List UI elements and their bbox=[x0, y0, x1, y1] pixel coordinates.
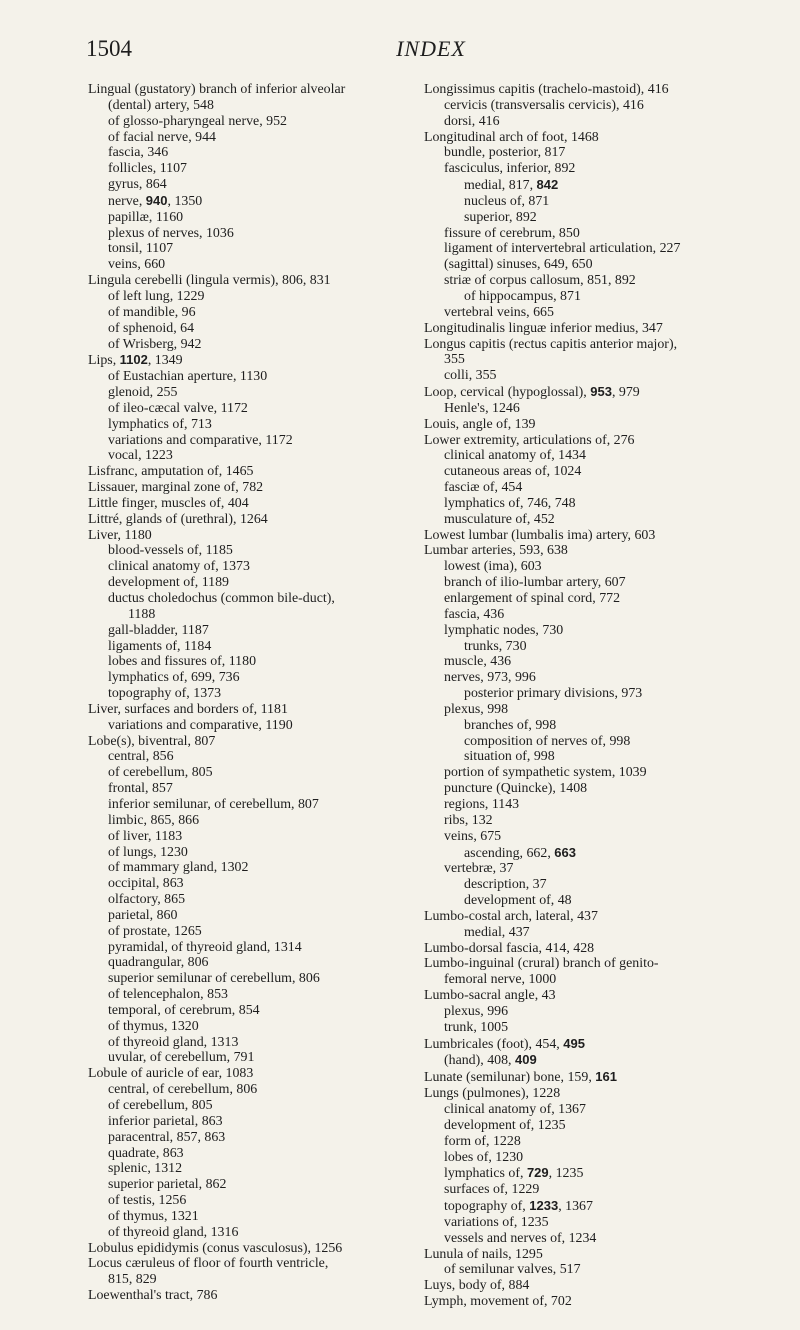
index-entry: Lunate (semilunar) bone, 159, 161 bbox=[424, 1069, 617, 1086]
index-subentry: gall-bladder, 1187 bbox=[108, 622, 209, 638]
index-subentry: glenoid, 255 bbox=[108, 385, 178, 401]
index-subentry: of Wrisberg, 942 bbox=[108, 336, 202, 352]
index-entry: Lingual (gustatory) branch of inferior alveolar bbox=[88, 82, 346, 97]
index-subentry: clinical anatomy of, 1434 bbox=[444, 448, 586, 464]
index-subentry: clinical anatomy of, 1367 bbox=[444, 1102, 586, 1117]
index-entry: Lobule of auricle of ear, 1083 bbox=[88, 1066, 254, 1082]
index-subentry: form of, 1228 bbox=[444, 1133, 521, 1149]
index-subentry: topography of, 1373 bbox=[108, 686, 222, 702]
index-entry: Longissimus capitis (trachelo-mastoid), 416 bbox=[424, 82, 669, 97]
index-subentry: lymphatics of, 746, 748 bbox=[444, 495, 576, 511]
index-subentry: nerves, 973, 996 bbox=[444, 670, 536, 686]
bold-page-ref: 842 bbox=[536, 177, 559, 193]
index-subentry: lobes of, 1230 bbox=[444, 1149, 524, 1165]
index-subentry: splenic, 1312 bbox=[108, 1161, 183, 1177]
bold-page-ref: 495 bbox=[563, 1035, 585, 1051]
index-subentry: frontal, 857 bbox=[108, 781, 173, 797]
index-subentry: of thymus, 1321 bbox=[108, 1208, 199, 1224]
index-subentry: dorsi, 416 bbox=[444, 113, 500, 129]
index-subentry: paracentral, 857, 863 bbox=[108, 1129, 226, 1145]
index-entry: Loop, cervical (hypoglossal), 953, 979 bbox=[424, 384, 640, 401]
index-column-left bbox=[88, 82, 430, 1304]
index-subentry: trunk, 1005 bbox=[444, 1019, 509, 1035]
index-entry: Lumbricales (foot), 454, 495 bbox=[424, 1035, 585, 1052]
index-entry: Littré, glands of (urethral), 1264 bbox=[88, 511, 268, 527]
index-subentry: inferior parietal, 863 bbox=[108, 1113, 223, 1129]
index-subentry: lymphatics of, 729, 1235 bbox=[444, 1165, 584, 1182]
index-subentry: of facial nerve, 944 bbox=[108, 129, 216, 145]
index-subentry: vocal, 1223 bbox=[108, 448, 173, 464]
index-subentry: ribs, 132 bbox=[444, 812, 493, 828]
index-subentry: olfactory, 865 bbox=[108, 892, 186, 908]
index-subentry: ligament of intervertebral articulation, 227 bbox=[444, 241, 681, 257]
index-entry: Lingula cerebelli (lingula vermis), 806, 831 bbox=[88, 273, 331, 289]
bold-page-ref: 729 bbox=[526, 1165, 549, 1181]
bold-page-ref: 953 bbox=[590, 384, 612, 400]
bold-page-ref: 409 bbox=[514, 1052, 537, 1068]
page-number: 1504 bbox=[86, 36, 132, 61]
index-subentry: topography of, 1233, 1367 bbox=[444, 1198, 593, 1215]
index-entry: Liver, surfaces and borders of, 1181 bbox=[88, 701, 288, 717]
index-entry: Lips, 1102, 1349 bbox=[88, 352, 183, 369]
index-subentry: puncture (Quincke), 1408 bbox=[444, 781, 588, 797]
index-subentry: development of, 48 bbox=[464, 893, 572, 909]
index-entry: Lumbo-dorsal fascia, 414, 428 bbox=[424, 940, 595, 956]
index-subentry: central, of cerebellum, 806 bbox=[108, 1082, 258, 1098]
index-subentry: ligaments of, 1184 bbox=[108, 638, 212, 654]
index-subentry: fasciculus, inferior, 892 bbox=[444, 161, 576, 177]
index-entry: Liver, 1180 bbox=[88, 527, 152, 543]
index-subentry: composition of nerves of, 998 bbox=[464, 733, 631, 749]
index-subentry: plexus of nerves, 1036 bbox=[108, 225, 234, 241]
index-subentry: 355 bbox=[444, 352, 465, 368]
index-subentry: trunks, 730 bbox=[464, 638, 527, 654]
index-entry: Longitudinal arch of foot, 1468 bbox=[424, 129, 599, 145]
index-subentry: medial, 437 bbox=[464, 924, 530, 940]
index-subentry: fasciæ of, 454 bbox=[444, 480, 523, 496]
index-entry: Lower extremity, articulations of, 276 bbox=[424, 432, 635, 448]
index-subentry: description, 37 bbox=[464, 877, 547, 893]
index-subentry: branches of, 998 bbox=[464, 717, 557, 733]
index-subentry: femoral nerve, 1000 bbox=[444, 972, 557, 988]
index-entry: Lungs (pulmones), 1228 bbox=[424, 1086, 561, 1102]
index-subentry: posterior primary divisions, 973 bbox=[464, 686, 643, 702]
index-entry: Lumbo-sacral angle, 43 bbox=[424, 988, 556, 1004]
index-subentry: of testis, 1256 bbox=[108, 1193, 187, 1209]
index-subentry: nucleus of, 871 bbox=[464, 193, 550, 209]
index-subentry: 1188 bbox=[128, 606, 156, 622]
index-subentry: of thyreoid gland, 1316 bbox=[108, 1224, 239, 1240]
index-subentry: fissure of cerebrum, 850 bbox=[444, 225, 580, 241]
page-title: INDEX bbox=[396, 36, 466, 61]
index-subentry: parietal, 860 bbox=[108, 907, 178, 923]
index-subentry: of prostate, 1265 bbox=[108, 923, 202, 939]
index-subentry: of Eustachian aperture, 1130 bbox=[108, 369, 268, 385]
page-header bbox=[86, 36, 776, 66]
index-subentry: of cerebellum, 805 bbox=[108, 765, 213, 781]
index-entry: Lowest lumbar (lumbalis ima) artery, 603 bbox=[424, 527, 656, 543]
index-subentry: ascending, 662, 663 bbox=[464, 844, 576, 861]
index-entry: Lunula of nails, 1295 bbox=[424, 1246, 543, 1262]
index-subentry: superior semilunar of cerebellum, 806 bbox=[108, 971, 320, 987]
index-subentry: of sphenoid, 64 bbox=[108, 320, 195, 336]
index-entry: Louis, angle of, 139 bbox=[424, 416, 536, 432]
bold-page-ref: 1102 bbox=[119, 352, 148, 368]
index-subentry: portion of sympathetic system, 1039 bbox=[444, 765, 647, 781]
index-subentry: enlargement of spinal cord, 772 bbox=[444, 591, 621, 606]
index-subentry: of cerebellum, 805 bbox=[108, 1098, 213, 1113]
index-subentry: colli, 355 bbox=[444, 368, 497, 384]
index-subentry: variations of, 1235 bbox=[444, 1214, 549, 1230]
index-subentry: of lungs, 1230 bbox=[108, 844, 188, 860]
index-entry: Lumbar arteries, 593, 638 bbox=[424, 543, 568, 559]
index-subentry: of telencephalon, 853 bbox=[108, 987, 228, 1003]
index-entry: Longitudinalis linguæ inferior medius, 347 bbox=[424, 320, 663, 336]
index-subentry: (dental) artery, 548 bbox=[108, 97, 214, 113]
index-subentry: (sagittal) sinuses, 649, 650 bbox=[444, 257, 593, 273]
index-subentry: muscle, 436 bbox=[444, 654, 512, 670]
index-entry: Locus cæruleus of floor of fourth ventricle, bbox=[88, 1256, 329, 1272]
index-subentry: lowest (ima), 603 bbox=[444, 559, 542, 575]
index-subentry: ductus choledochus (common bile-duct), bbox=[108, 591, 335, 606]
index-subentry: veins, 675 bbox=[444, 828, 502, 844]
index-subentry: development of, 1189 bbox=[108, 575, 230, 591]
index-subentry: papillæ, 1160 bbox=[108, 209, 184, 225]
index-subentry: of thymus, 1320 bbox=[108, 1018, 199, 1034]
index-subentry: situation of, 998 bbox=[464, 749, 555, 765]
index-subentry: musculature of, 452 bbox=[444, 511, 555, 527]
index-entry: Lisfranc, amputation of, 1465 bbox=[88, 464, 254, 480]
index-subentry: of liver, 1183 bbox=[108, 828, 183, 844]
index-subentry: 815, 829 bbox=[108, 1272, 157, 1288]
bold-page-ref: 663 bbox=[554, 844, 576, 860]
index-subentry: lobes and fissures of, 1180 bbox=[108, 654, 257, 670]
index-subentry: nerve, 940, 1350 bbox=[108, 192, 203, 209]
bold-page-ref: 1233 bbox=[529, 1198, 559, 1214]
index-subentry: plexus, 996 bbox=[444, 1003, 509, 1019]
index-subentry: of mammary gland, 1302 bbox=[108, 860, 249, 876]
index-entry: Lobe(s), biventral, 807 bbox=[88, 733, 216, 749]
index-column-right bbox=[424, 82, 776, 1310]
index-subentry: regions, 1143 bbox=[444, 796, 520, 812]
index-subentry: gyrus, 864 bbox=[108, 177, 167, 193]
index-subentry: branch of ilio-lumbar artery, 607 bbox=[444, 575, 626, 591]
index-entry: Little finger, muscles of, 404 bbox=[88, 495, 249, 511]
index-entry: Lobulus epididymis (conus vasculosus), 1256 bbox=[88, 1240, 343, 1256]
index-subentry: lymphatic nodes, 730 bbox=[444, 622, 564, 638]
index-subentry: cutaneous areas of, 1024 bbox=[444, 464, 582, 480]
index-subentry: bundle, posterior, 817 bbox=[444, 145, 566, 161]
index-subentry: superior, 892 bbox=[464, 209, 537, 225]
index-subentry: pyramidal, of thyreoid gland, 1314 bbox=[108, 939, 302, 955]
index-subentry: striæ of corpus callosum, 851, 892 bbox=[444, 273, 636, 289]
index-subentry: of left lung, 1229 bbox=[108, 288, 205, 304]
index-subentry: development of, 1235 bbox=[444, 1117, 566, 1133]
index-subentry: of semilunar valves, 517 bbox=[444, 1262, 581, 1278]
index-entry: Lumbo-costal arch, lateral, 437 bbox=[424, 908, 598, 924]
index-subentry: medial, 817, 842 bbox=[464, 177, 559, 194]
index-subentry: uvular, of cerebellum, 791 bbox=[108, 1050, 255, 1066]
index-subentry: of thyreoid gland, 1313 bbox=[108, 1034, 239, 1050]
index-subentry: vertebral veins, 665 bbox=[444, 304, 554, 320]
index-subentry: inferior semilunar, of cerebellum, 807 bbox=[108, 796, 319, 812]
index-subentry: of mandible, 96 bbox=[108, 304, 196, 320]
index-subentry: cervicis (transversalis cervicis), 416 bbox=[444, 97, 644, 113]
index-subentry: central, 856 bbox=[108, 749, 174, 765]
index-subentry: of ileo-cæcal valve, 1172 bbox=[108, 400, 248, 416]
index-subentry: blood-vessels of, 1185 bbox=[108, 543, 233, 559]
index-subentry: lymphatics of, 713 bbox=[108, 416, 212, 432]
index-subentry: clinical anatomy of, 1373 bbox=[108, 559, 250, 575]
index-subentry: tonsil, 1107 bbox=[108, 241, 174, 257]
index-subentry: of hippocampus, 871 bbox=[464, 288, 581, 304]
index-subentry: temporal, of cerebrum, 854 bbox=[108, 1002, 260, 1018]
index-entry: Lymph, movement of, 702 bbox=[424, 1294, 572, 1310]
index-entry: Longus capitis (rectus capitis anterior major), bbox=[424, 336, 678, 352]
index-subentry: superior parietal, 862 bbox=[108, 1177, 227, 1193]
index-subentry: fascia, 436 bbox=[444, 606, 505, 622]
index-subentry: follicles, 1107 bbox=[108, 161, 187, 177]
index-entry: Lissauer, marginal zone of, 782 bbox=[88, 480, 264, 496]
index-entry: Loewenthal's tract, 786 bbox=[88, 1288, 218, 1304]
index-subentry: occipital, 863 bbox=[108, 876, 184, 892]
bold-page-ref: 940 bbox=[145, 192, 168, 208]
index-subentry: of glosso-pharyngeal nerve, 952 bbox=[108, 113, 287, 129]
index-entry: Luys, body of, 884 bbox=[424, 1278, 530, 1294]
index-subentry: limbic, 865, 866 bbox=[108, 812, 200, 828]
index-entry: Lumbo-inguinal (crural) branch of genito- bbox=[424, 956, 659, 972]
index-subentry: vessels and nerves of, 1234 bbox=[444, 1230, 597, 1246]
index-subentry: lymphatics of, 699, 736 bbox=[108, 670, 240, 686]
index-subentry: veins, 660 bbox=[108, 257, 166, 273]
index-subentry: quadrate, 863 bbox=[108, 1145, 184, 1161]
index-subentry: fascia, 346 bbox=[108, 145, 169, 161]
index-subentry: plexus, 998 bbox=[444, 701, 509, 717]
index-subentry: Henle's, 1246 bbox=[444, 400, 520, 416]
index-subentry: vertebræ, 37 bbox=[444, 861, 514, 877]
index-subentry: variations and comparative, 1172 bbox=[108, 432, 293, 448]
bold-page-ref: 161 bbox=[595, 1069, 617, 1085]
index-subentry: variations and comparative, 1190 bbox=[108, 717, 293, 733]
index-subentry: (hand), 408, 409 bbox=[444, 1052, 537, 1069]
index-subentry: quadrangular, 806 bbox=[108, 955, 209, 971]
index-subentry: surfaces of, 1229 bbox=[444, 1182, 540, 1198]
